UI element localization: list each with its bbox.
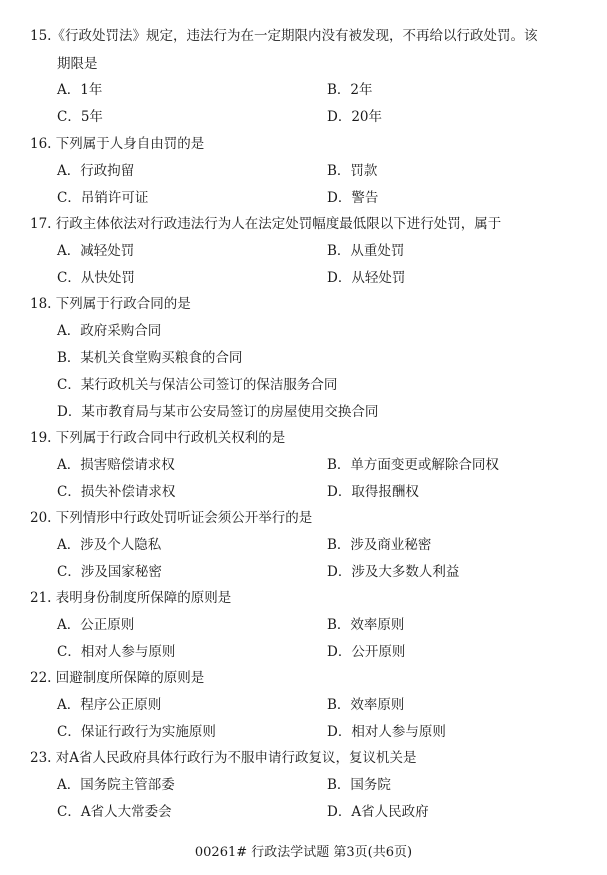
question-stem: 15.《行政处罚法》规定，违法行为在一定期限内没有被发现，不再给以行政处罚。该: [30, 28, 538, 44]
question-stem: 17. 行政主体依法对行政违法行为人在法定处罚幅度最低限以下进行处罚，属于: [30, 216, 502, 232]
option-a: A．国务院主管部委: [57, 777, 175, 793]
option-c: C．某行政机关与保洁公司签订的保洁服务合同: [57, 377, 338, 393]
option-c: C．损失补偿请求权: [57, 484, 176, 500]
option-a: A．程序公正原则: [57, 697, 162, 713]
option-c: C．涉及国家秘密: [57, 564, 162, 580]
option-d: D．某市教育局与某市公安局签订的房屋使用交换合同: [57, 404, 379, 420]
option-c: C．吊销许可证: [57, 190, 149, 206]
option-b: B．效率原则: [327, 697, 405, 713]
option-d: D．20年: [327, 109, 383, 125]
option-b: B．单方面变更或解除合同权: [327, 457, 499, 473]
option-b: B．某机关食堂购买粮食的合同: [57, 350, 243, 366]
option-c: C．A省人大常委会: [57, 804, 172, 820]
option-c: C．从快处罚: [57, 270, 135, 286]
option-c: C．相对人参与原则: [57, 644, 176, 660]
option-c: C．保证行政行为实施原则: [57, 724, 216, 740]
question-stem: 18. 下列属于行政合同的是: [30, 296, 191, 312]
option-c: C．5年: [57, 109, 103, 125]
question-stem: 16. 下列属于人身自由罚的是: [30, 136, 205, 152]
option-b: B．涉及商业秘密: [327, 537, 432, 553]
option-d: D．从轻处罚: [327, 270, 406, 286]
option-d: D．A省人民政府: [327, 804, 429, 820]
page-footer: 00261# 行政法学试题 第3页(共6页): [194, 845, 413, 860]
option-a: A．涉及个人隐私: [57, 537, 162, 553]
option-a: A．减轻处罚: [57, 243, 135, 259]
option-b: B．效率原则: [327, 617, 405, 633]
option-a: A．损害赔偿请求权: [57, 457, 175, 473]
option-b: B．从重处罚: [327, 243, 405, 259]
question-stem: 22. 回避制度所保障的原则是: [30, 670, 205, 686]
option-b: B．国务院: [327, 777, 391, 793]
option-d: D．相对人参与原则: [327, 724, 446, 740]
option-d: D．取得报酬权: [327, 484, 419, 500]
option-b: B．罚款: [327, 163, 378, 179]
question-stem: 20. 下列情形中行政处罚听证会须公开举行的是: [30, 510, 313, 526]
option-d: D．警告: [327, 190, 379, 206]
question-stem: 23. 对A省人民政府具体行政行为不服申请行政复议，复议机关是: [30, 750, 417, 766]
option-a: A．行政拘留: [57, 163, 135, 179]
question-stem: 21. 表明身份制度所保障的原则是: [30, 590, 232, 606]
option-d: D．公开原则: [327, 644, 406, 660]
option-a: A．政府采购合同: [57, 323, 162, 339]
question-stem: 19. 下列属于行政合同中行政机关权利的是: [30, 430, 286, 446]
option-a: A．公正原则: [57, 617, 135, 633]
option-d: D．涉及大多数人利益: [327, 564, 460, 580]
option-b: B．2年: [327, 82, 373, 98]
question-stem-continuation: 期限是: [57, 56, 98, 72]
option-a: A．1年: [57, 82, 103, 98]
